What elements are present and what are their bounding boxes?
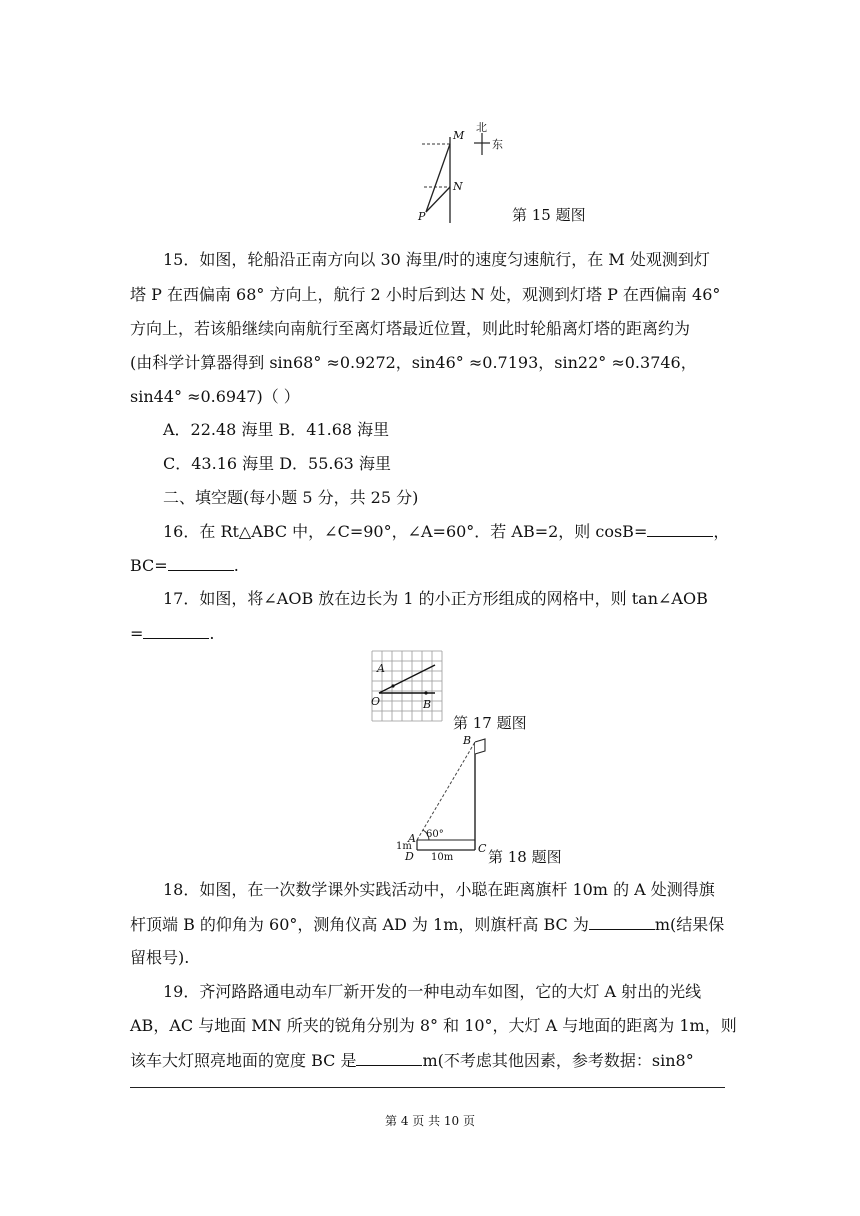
q18-line-1: 18．如图，在一次数学课外实践活动中，小聪在距离旗杆 10m 的 A 处测得旗	[163, 880, 715, 899]
q17-line-1: 17．如图，将∠AOB 放在边长为 1 的小正方形组成的网格中，则 tan∠AOB	[163, 589, 708, 608]
q16-blank-1	[647, 520, 713, 537]
q18-label-height: 1m	[396, 841, 412, 852]
q17-figure-caption: 第 17 题图	[453, 714, 527, 732]
q16-line-2	[130, 554, 730, 577]
q18-label-angle: 60°	[426, 829, 444, 840]
q18-label-d: D	[405, 850, 414, 862]
q18-blank	[589, 913, 655, 930]
q15-line-3: 方向上，若该船继续向南航行至离灯塔最近位置，则此时轮船离灯塔的距离约为	[130, 319, 691, 338]
q17-grid-figure	[365, 648, 449, 734]
q18-line-2-text: 杆顶端 B 的仰角为 60°，测角仪高 AD 为 1m，则旗杆高 BC 为	[130, 915, 589, 934]
q17-line-2-end: .	[209, 624, 215, 643]
q18-label-a: A	[408, 832, 416, 845]
q18-label-distance: 10m	[431, 852, 454, 862]
q18-label-b: B	[463, 734, 472, 747]
q19-line-3-end: m(不考虑其他因素，参考数据：sin8°	[422, 1051, 694, 1070]
q15-line-2: 塔 P 在西偏南 68° 方向上，航行 2 小时后到达 N 处，观测到灯塔 P 在西偏南 46°	[130, 285, 721, 304]
q18-line-2-end: m(结果保	[654, 915, 725, 934]
q18-label-c: C	[478, 842, 487, 855]
q19-blank	[356, 1049, 422, 1066]
q18-figure	[395, 732, 495, 862]
q15-figure	[410, 115, 520, 227]
q15-line-4: (由科学计算器得到 sin68° ≈0.9272，sin46° ≈0.7193，sin22° ≈0.3746，	[130, 353, 697, 372]
q18-figure-caption: 第 18 题图	[488, 848, 562, 866]
q19-line-1: 19．齐河路路通电动车厂新开发的一种电动车如图，它的大灯 A 射出的光线	[163, 982, 702, 1001]
q17-eq: =	[130, 624, 144, 643]
q17-label-a: A	[377, 662, 385, 675]
q15-label-north: 北	[476, 121, 487, 134]
q19-line-3	[130, 1049, 730, 1072]
q16-bc-label: BC=	[130, 556, 168, 575]
section-heading: 二、填空题(每小题 5 分，共 25 分)	[163, 488, 419, 507]
q19-line-3-text: 该车大灯照亮地面的宽度 BC 是	[130, 1051, 357, 1070]
q15-options-ab: A．22.48 海里 B．41.68 海里	[163, 420, 390, 439]
q16-line-1	[163, 520, 763, 543]
q16-blank-2	[168, 554, 234, 571]
q17-label-o: O	[371, 695, 381, 708]
q16-line-1-end: ，	[713, 522, 730, 541]
q15-label-east: 东	[492, 138, 503, 151]
q17-label-b: B	[423, 698, 432, 711]
q17-line-2	[130, 622, 730, 645]
q16-line-2-end: .	[233, 556, 239, 575]
q15-options-cd: C．43.16 海里 D．55.63 海里	[163, 454, 391, 473]
q15-figure-caption: 第 15 题图	[512, 206, 586, 224]
q15-label-m: M	[453, 129, 465, 142]
page-footer: 第 4 页 共 10 页	[385, 1114, 475, 1128]
q15-label-n: N	[453, 180, 463, 193]
footer-rule	[130, 1087, 725, 1088]
q16-text: 16．在 Rt△ABC 中，∠C=90°，∠A=60°．若 AB=2，则 cosB=	[163, 522, 648, 541]
q15-label-p: P	[418, 210, 426, 223]
q15-line-1: 15．如图，轮船沿正南方向以 30 海里/时的速度匀速航行，在 M 处观测到灯	[163, 250, 710, 269]
q17-blank	[143, 622, 209, 639]
q18-line-3: 留根号).	[130, 948, 190, 967]
q18-line-2	[130, 913, 730, 936]
q19-line-2: AB，AC 与地面 MN 所夹的锐角分别为 8° 和 10°，大灯 A 与地面的距离为 1m，则	[130, 1016, 737, 1035]
q15-line-5: sin44° ≈0.6947)（ ）	[130, 387, 300, 406]
